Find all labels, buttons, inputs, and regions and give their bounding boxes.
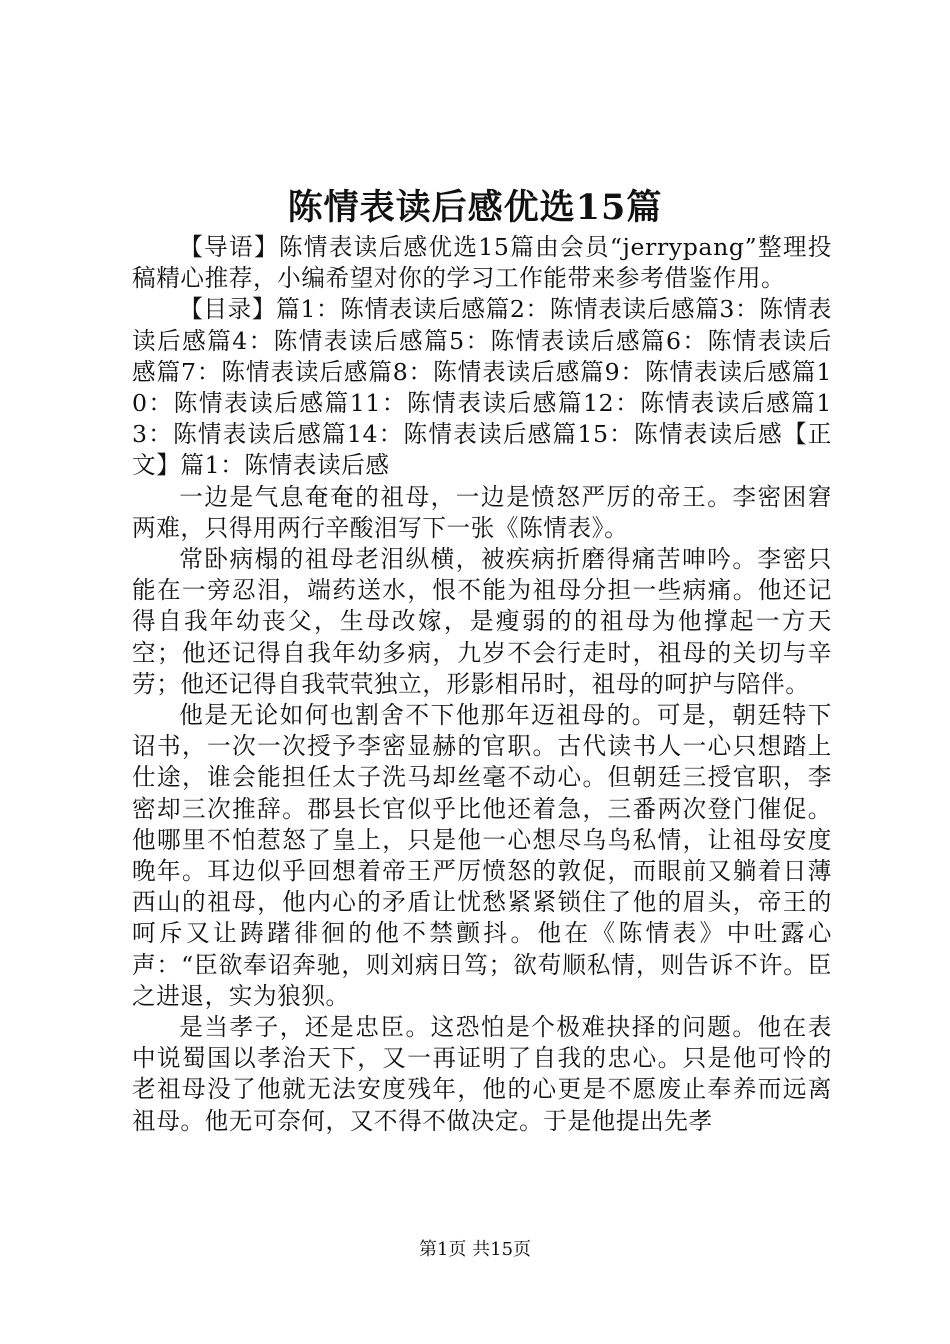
paragraph: 一边是气息奄奄的祖母，一边是愤怒严厉的帝王。李密困窘两难，只得用两行辛酸泪写下一张《陈情表》。 bbox=[132, 482, 832, 542]
page-number-footer: 第1页 共15页 bbox=[418, 1239, 532, 1260]
paragraph: 是当孝子，还是忠臣。这恐怕是个极难抉择的问题。他在表中说蜀国以孝治天下，又一再证明了自我的忠心。只是他可怜的老祖母没了他就无法安度残年，他的心更是不愿废止奉养而远离祖母。他无可奈何，又不得不做决定。于是他提出先孝 bbox=[132, 1013, 832, 1135]
paragraph: 他是无论如何也割舍不下他那年迈祖母的。可是，朝廷特下诏书，一次一次授予李密显赫的官职。古代读书人一心只想踏上仕途，谁会能担任太子洗马却丝毫不动心。但朝廷三授官职，李密却三次推辞。郡县长官似乎比他还着急，三番两次登门催促。他哪里不怕惹怒了皇上，只是他一心想尽乌鸟私情，让祖母安度晚年。耳边似乎回想着帝王严厉愤怒的敦促，而眼前又躺着日薄西山的祖母，他内心的矛盾让忧愁紧紧锁住了他的眉头，帝王的呵斥又让踌躇徘徊的他不禁颤抖。他在《陈情表》中吐露心声：“臣欲奉诏奔驰，则刘病日笃；欲苟顺私情，则告诉不许。臣之进退，实为狼狈。 bbox=[132, 701, 832, 1010]
paragraph: 常卧病榻的祖母老泪纵横，被疾病折磨得痛苦呻吟。李密只能在一旁忍泪，端药送水，恨不能为祖母分担一些病痛。他还记得自我年幼丧父，生母改嫁，是瘦弱的的祖母为他撑起一方天空；他还记得自我年幼多病，九岁不会行走时，祖母的关切与辛劳；他还记得自我茕茕独立，形影相吊时，祖母的呵护与陪伴。 bbox=[132, 545, 832, 698]
paragraph-intro: 【导语】陈情表读后感优选15篇由会员“jerrypang”整理投稿精心推荐，小编希望对你的学习工作能带来参考借鉴作用。 bbox=[132, 233, 832, 293]
paragraph-table-of-contents: 【目录】篇1：陈情表读后感篇2：陈情表读后感篇3：陈情表读后感篇4：陈情表读后感篇5：陈情表读后感篇6：陈情表读后感篇7：陈情表读后感篇8：陈情表读后感篇9：陈情表读后感篇10：陈情表读后感篇11：陈情表读后感篇12：陈情表读后感篇13：陈情表读后感篇14：陈情表读后感篇15：陈情表读后感【正文】篇1：陈情表读后感 bbox=[132, 295, 832, 480]
document-title: 陈情表读后感优选15篇 bbox=[287, 187, 663, 228]
document-body bbox=[132, 232, 832, 1137]
